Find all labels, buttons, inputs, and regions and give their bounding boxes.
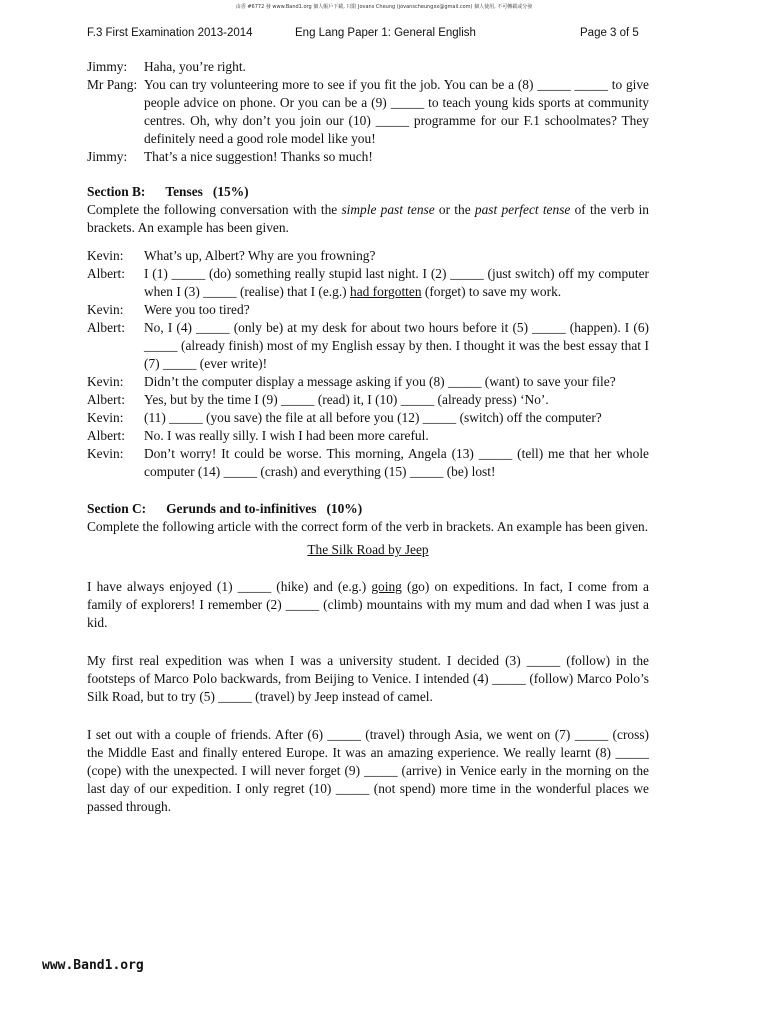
- speaker-label: Mr Pang:: [87, 77, 138, 92]
- speaker-label: Albert:: [87, 266, 125, 281]
- dialogue-line: [87, 301, 649, 319]
- section-title: Gerunds and to-infinitives: [166, 501, 317, 516]
- article-paragraph: My first real expedition was when I was a university student. I decided (3) _____ (follow) in the footsteps of Marco Polo backwards, from Beijing to Venice. I intended (4) _____ (follow) Marco Polo’s Silk Road, but to try (5) _____ (travel) by Jeep instead of camel.: [87, 653, 649, 704]
- dialogue-line: [87, 373, 649, 391]
- dialogue-line: [87, 265, 649, 301]
- section-c-heading: [87, 500, 649, 518]
- dialogue-text: Yes, but by the time I (9) _____ (read) it, I (10) _____ (already press) ‘No’.: [144, 392, 549, 407]
- dialogue-line: [87, 409, 649, 427]
- header-page-number: Page 3 of 5: [580, 27, 639, 39]
- speaker-label: Kevin:: [87, 302, 124, 317]
- speaker-label: Albert:: [87, 392, 125, 407]
- dialogue-line: [87, 148, 649, 166]
- dialogue-text: No. I was really silly. I wish I had been more careful.: [144, 428, 429, 443]
- speaker-label: Kevin:: [87, 374, 124, 389]
- speaker-label: Jimmy:: [87, 149, 128, 164]
- instruction-emphasis: past perfect tense: [474, 202, 571, 217]
- article-title: The Silk Road by Jeep: [307, 542, 429, 557]
- dialogue-line: [87, 76, 649, 148]
- instruction-text: Complete the following conversation with the: [87, 202, 342, 217]
- dialogue-text: Don’t worry! It could be worse. This morning, Angela (13) _____ (tell) me that her whole computer (14) _____ (crash) and everything (15) _____ (be) lost!: [144, 446, 649, 479]
- dialogue-line: [87, 58, 649, 76]
- dialogue-line: [87, 445, 649, 481]
- exam-body: [87, 58, 649, 816]
- dialogue-text: Didn’t the computer display a message asking if you (8) _____ (want) to save your file?: [144, 374, 616, 389]
- dialogue-text: You can try volunteering more to see if you fit the job. You can be a (8) _____ _____ to give people advice on phone. Or you can be a (9) _____ to teach young kids sports at community centres. Oh, why don’t you join our (10) _____ programme for our F.1 schoolmates? They definitely need a good role model like you!: [144, 77, 649, 146]
- section-label: Section C:: [87, 501, 147, 516]
- instruction-text: or the: [434, 202, 475, 217]
- instruction-text: of the verb in brackets. An example has been given.: [87, 202, 649, 235]
- dialogue-line: [87, 319, 649, 373]
- speaker-label: Albert:: [87, 320, 125, 335]
- paragraph-fragment: (go) on expeditions. In fact, I come from a family of explorers! I remember (2) _____ (climb) mountains with my mum and dad when I was just a kid.: [87, 579, 649, 630]
- dialogue-text: No, I (4) _____ (only be) at my desk for about two hours before it (5) _____ (happen). I (6) _____ (already finish) most of my English essay by then. I thought it was the best essay that I (7) _____ (ever write)!: [144, 320, 649, 371]
- section-b-heading: [87, 183, 649, 201]
- dialogue-text: That’s a nice suggestion! Thanks so much!: [144, 149, 373, 164]
- dialogue-line: [87, 427, 649, 445]
- dialogue-text: Were you too tired?: [144, 302, 250, 317]
- dialogue-fragment: (forget) to save my work.: [421, 284, 562, 299]
- example-answer: had forgotten: [350, 284, 422, 299]
- section-title: Tenses: [165, 184, 203, 199]
- article-paragraph: [87, 578, 649, 632]
- article-paragraph: I set out with a couple of friends. After (6) _____ (travel) through Asia, we went on (7) _____ (cross) the Middle East and finally entered Europe. It was an amazing experience. We really learnt (8) _____ (cope) with the unexpected. I will never forget (9) _____ (arrive) in Venice early in the morning on the last day of our expedition. I only regret (10) _____ (not spend) more time in the wonderful places we passed through.: [87, 727, 649, 814]
- dialogue-text: [144, 265, 649, 301]
- header-exam-title: F.3 First Examination 2013-2014: [87, 27, 253, 39]
- dialogue-line: [87, 391, 649, 409]
- dialogue-line: [87, 247, 649, 265]
- dialogue-text: Haha, you’re right.: [144, 59, 246, 74]
- header-paper-title: Eng Lang Paper 1: General English: [295, 27, 476, 39]
- section-marks: (10%): [326, 501, 363, 516]
- paragraph-fragment: I have always enjoyed (1) _____ (hike) and (e.g.): [87, 579, 372, 594]
- section-label: Section B:: [87, 184, 146, 199]
- instruction-emphasis: simple past tense: [341, 202, 435, 217]
- dialogue-text: What’s up, Albert? Why are you frowning?: [144, 248, 376, 263]
- footer-website: www.Band1.org: [42, 958, 144, 973]
- watermark-text: 由香 #6772 發 www.Band1.org 個人帳戶下載, 只限 Jovans Cheung (jovanscheungxx@gmail.com) 個人使用, 不可轉載或分發: [235, 4, 533, 10]
- section-b-instruction: [87, 201, 649, 237]
- example-answer: going: [371, 579, 402, 594]
- speaker-label: Jimmy:: [87, 59, 128, 74]
- speaker-label: Kevin:: [87, 410, 124, 425]
- section-marks: (15%): [212, 184, 249, 199]
- speaker-label: Albert:: [87, 428, 125, 443]
- section-a-dialogue: [87, 58, 649, 166]
- speaker-label: Kevin:: [87, 248, 124, 263]
- dialogue-fragment: I (1) _____ (do) something really stupid last night. I (2) _____ (just switch) off my computer when I (3) _____ (realise) that I (e.g.): [144, 266, 649, 299]
- dialogue-text: (11) _____ (you save) the file at all before you (12) _____ (switch) off the computer?: [144, 410, 602, 425]
- section-c-instruction: Complete the following article with the correct form of the verb in brackets. An example has been given.: [87, 519, 649, 534]
- speaker-label: Kevin:: [87, 446, 124, 461]
- section-b-dialogue: [87, 247, 649, 481]
